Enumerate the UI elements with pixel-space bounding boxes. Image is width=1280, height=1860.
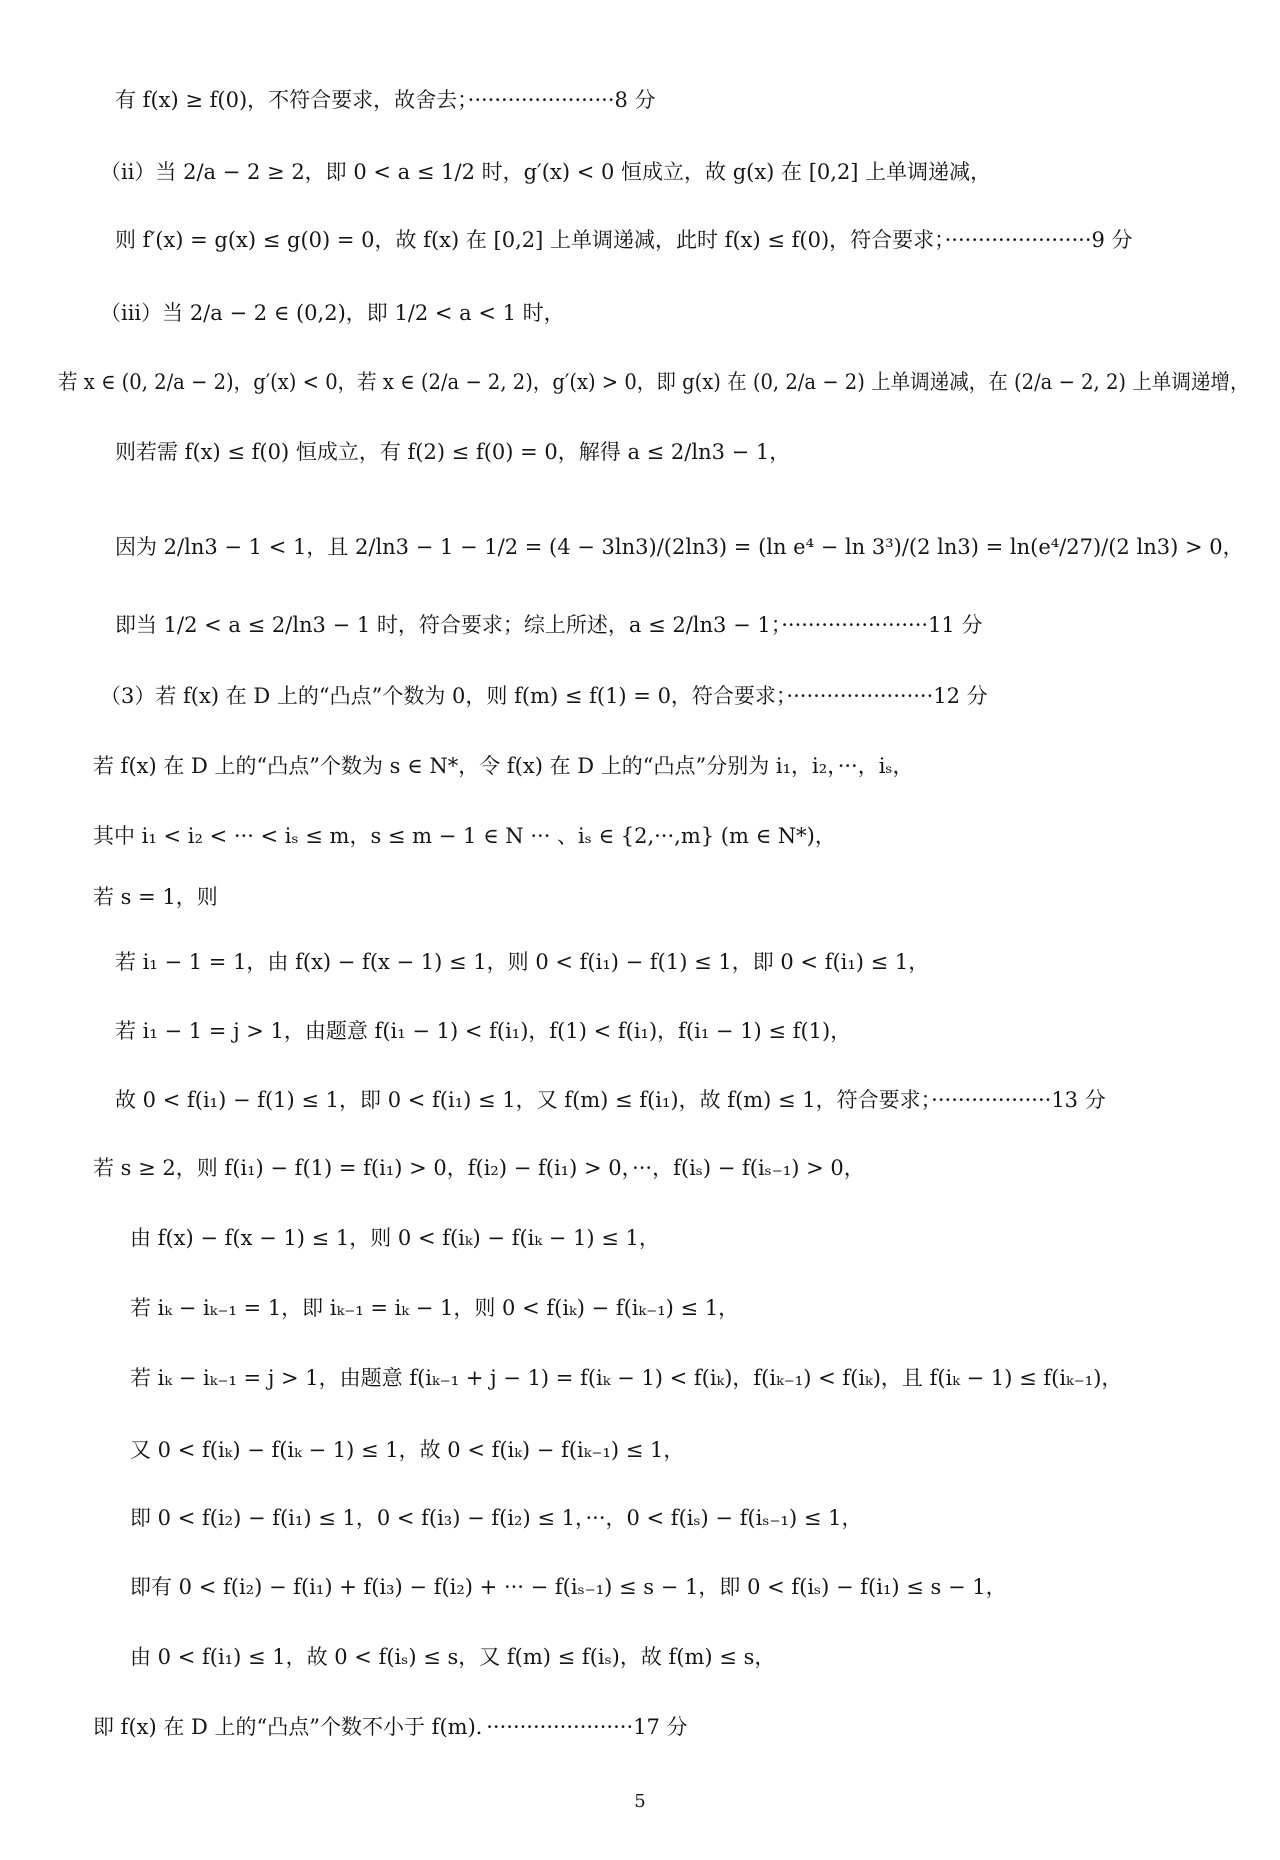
page-number: 5 xyxy=(634,1791,646,1812)
text-line: 若 s ≥ 2，则 f(i₁) − f(1) = f(i₁) > 0，f(i₂) − f(i₁) > 0，···，f(iₛ) − f(iₛ₋₁) > 0， xyxy=(93,1156,865,1180)
text-line: 有 f(x) ≥ f(0)，不符合要求，故舍去；······················8 分 xyxy=(115,88,656,112)
text-line: 即有 0 < f(i₂) − f(i₁) + f(i₃) − f(i₂) + ··· − f(iₛ₋₁) ≤ s − 1，即 0 < f(iₛ) − f(i₁) ≤ s − 1， xyxy=(130,1575,1007,1599)
text-line: 由 0 < f(i₁) ≤ 1，故 0 < f(iₛ) ≤ s，又 f(m) ≤ f(iₛ)，故 f(m) ≤ s， xyxy=(130,1645,776,1669)
text-line: 其中 i₁ < i₂ < ··· < iₛ ≤ m，s ≤ m − 1 ∈ N ··· 、iₛ ∈ {2,···,m} (m ∈ N*)， xyxy=(93,824,836,848)
text-line: 由 f(x) − f(x − 1) ≤ 1，则 0 < f(iₖ) − f(iₖ − 1) ≤ 1， xyxy=(130,1226,660,1250)
text-line: （iii）当 2/a − 2 ∈ (0,2)，即 1/2 < a < 1 时， xyxy=(100,301,565,325)
text-line: 因为 2/ln3 − 1 < 1，且 2/ln3 − 1 − 1/2 = (4 − 3ln3)/(2ln3) = (ln e⁴ − ln 3³)/(2 ln3) = ln(e⁴/27)/(2 ln3) > 0， xyxy=(115,535,1244,559)
text-line: 则若需 f(x) ≤ f(0) 恒成立，有 f(2) ≤ f(0) = 0，解得 a ≤ 2/ln3 − 1， xyxy=(115,440,791,464)
text-line: 则 f′(x) = g(x) ≤ g(0) = 0，故 f(x) 在 [0,2] 上单调递减，此时 f(x) ≤ f(0)，符合要求；······················9 分 xyxy=(115,228,1133,252)
text-line: 若 x ∈ (0, 2/a − 2)，g′(x) < 0，若 x ∈ (2/a − 2, 2)，g′(x) > 0，即 g(x) 在 (0, 2/a − 2) 上单调递减，在 (2/a − 2, 2) 上单调递增， xyxy=(58,370,1250,394)
text-line: 即当 1/2 < a ≤ 2/ln3 − 1 时，符合要求；综上所述，a ≤ 2/ln3 − 1；······················11 分 xyxy=(115,613,983,637)
text-line: 若 s = 1，则 xyxy=(93,885,218,909)
text-line: 故 0 < f(i₁) − f(1) ≤ 1，即 0 < f(i₁) ≤ 1，又 f(m) ≤ f(i₁)，故 f(m) ≤ 1，符合要求；··················13 分 xyxy=(115,1088,1106,1112)
text-line: 即 0 < f(i₂) − f(i₁) ≤ 1，0 < f(i₃) − f(i₂) ≤ 1，···，0 < f(iₛ) − f(iₛ₋₁) ≤ 1， xyxy=(130,1506,863,1530)
text-line: （ii）当 2/a − 2 ≥ 2，即 0 < a ≤ 1/2 时，g′(x) < 0 恒成立，故 g(x) 在 [0,2] 上单调递减， xyxy=(100,160,992,184)
text-line: （3）若 f(x) 在 D 上的“凸点”个数为 0，则 f(m) ≤ f(1) = 0，符合要求；······················12 分 xyxy=(100,684,988,708)
text-line: 若 iₖ − iₖ₋₁ = 1，即 iₖ₋₁ = iₖ − 1，则 0 < f(iₖ) − f(iₖ₋₁) ≤ 1， xyxy=(130,1296,740,1320)
text-line: 若 iₖ − iₖ₋₁ = j > 1，由题意 f(iₖ₋₁ + j − 1) = f(iₖ − 1) < f(iₖ)，f(iₖ₋₁) < f(iₖ)，且 f(iₖ − 1) ≤ f(iₖ₋₁)， xyxy=(130,1366,1123,1390)
text-line: 又 0 < f(iₖ) − f(iₖ − 1) ≤ 1，故 0 < f(iₖ) − f(iₖ₋₁) ≤ 1， xyxy=(130,1438,685,1462)
text-line: 若 i₁ − 1 = j > 1，由题意 f(i₁ − 1) < f(i₁)，f(1) < f(i₁)，f(i₁ − 1) ≤ f(1)， xyxy=(115,1019,852,1043)
text-line: 即 f(x) 在 D 上的“凸点”个数不小于 f(m)．······················17 分 xyxy=(93,1715,688,1739)
text-line: 若 i₁ − 1 = 1，由 f(x) − f(x − 1) ≤ 1，则 0 < f(i₁) − f(1) ≤ 1，即 0 < f(i₁) ≤ 1， xyxy=(115,950,930,974)
text-line: 若 f(x) 在 D 上的“凸点”个数为 s ∈ N*，令 f(x) 在 D 上的“凸点”分别为 i₁，i₂，···，iₛ， xyxy=(93,754,914,778)
